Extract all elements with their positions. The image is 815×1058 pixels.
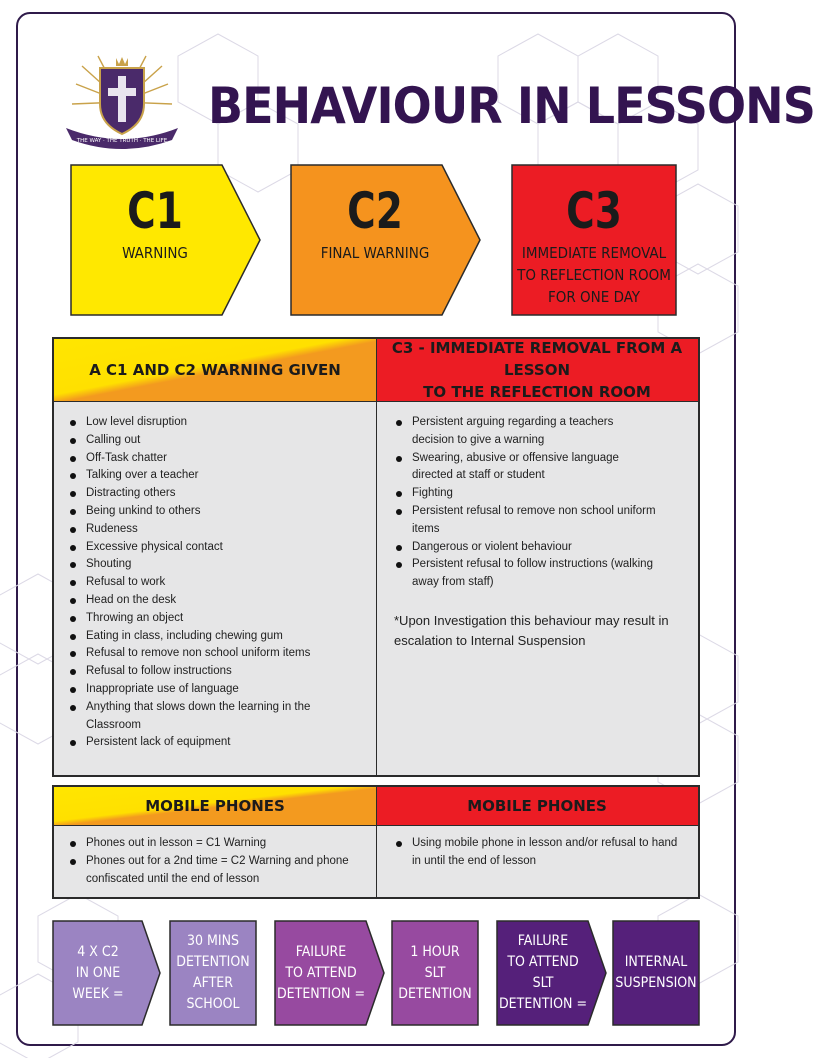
list-item: Persistent arguing regarding a teachers decision to give a warning (388, 414, 642, 450)
list-item: Head on the desk (62, 592, 362, 610)
list-item: Phones out in lesson = C1 Warning (62, 835, 362, 853)
page-title: BEHAVIOUR IN LESSONS (208, 77, 815, 135)
c2-label: FINAL WARNING (320, 244, 430, 262)
step-line: DETENTION (176, 954, 250, 970)
step-line: SUSPENSION (615, 975, 697, 991)
list-item: Shouting (62, 556, 362, 574)
phones-warning-list (62, 835, 362, 888)
school-crest-logo (62, 54, 182, 154)
list-item: Rudeness (62, 521, 362, 539)
phones-removal-header: MOBILE PHONES (376, 787, 698, 825)
c3-code: C3 (566, 182, 622, 240)
step-text (52, 920, 144, 1026)
step-line: SLT (424, 964, 446, 981)
escalation-step-internal-suspension (612, 920, 700, 1026)
step-line: TO ATTEND (507, 954, 579, 970)
list-item: Off-Task chatter (62, 450, 362, 468)
step-line: FAILURE (517, 933, 569, 949)
list-item: Distracting others (62, 485, 362, 503)
c3-label-line-1: IMMEDIATE REMOVAL (521, 244, 667, 262)
step-line: FAILURE (295, 943, 347, 960)
step-line: IN ONE (75, 964, 121, 981)
step-line: DETENTION = (498, 996, 587, 1012)
step-line: WEEK = (72, 985, 124, 1002)
c1-code: C1 (127, 182, 183, 240)
behaviour-table (52, 337, 700, 777)
column-divider (376, 339, 377, 775)
c3-label-line-3: FOR ONE DAY (548, 288, 640, 306)
phones-column-divider (376, 787, 377, 897)
step-line: TO ATTEND (285, 964, 357, 981)
list-item: Anything that slows down the learning in the Classroom (62, 699, 316, 735)
step-line: SCHOOL (186, 996, 240, 1012)
removal-behaviour-list (388, 414, 678, 592)
list-item: Being unkind to others (62, 503, 362, 521)
consequence-c1 (70, 164, 262, 316)
step-line: 1 HOUR (410, 943, 460, 960)
list-item: Swearing, abusive or offensive language directed at staff or student (388, 450, 642, 486)
step-text (274, 920, 368, 1026)
list-item: Calling out (62, 432, 362, 450)
c2-code: C2 (347, 182, 403, 240)
step-text (391, 920, 479, 1026)
step-text (496, 920, 590, 1026)
escalation-step-30-min-detention (169, 920, 257, 1026)
poster (16, 12, 815, 1046)
step-line: 30 MINS (186, 933, 240, 949)
list-item: Refusal to follow instructions (62, 663, 362, 681)
escalation-note: *Upon Investigation this behaviour may result in escalation to Internal Suspension (394, 613, 669, 648)
list-item: Fighting (388, 485, 678, 503)
step-line: DETENTION (398, 985, 472, 1002)
step-line: AFTER (192, 975, 233, 991)
removal-header-line-2: TO THE REFLECTION ROOM (423, 383, 651, 401)
removal-header (376, 339, 698, 401)
list-item: Throwing an object (62, 610, 362, 628)
phones-removal-list (388, 835, 688, 871)
phones-warning-header: MOBILE PHONES (54, 787, 376, 825)
step-line: INTERNAL (624, 954, 688, 970)
step-text (612, 920, 700, 1026)
list-item: Phones out for a 2nd time = C2 Warning and phone confiscated until the end of lesson (62, 853, 356, 889)
list-item: Talking over a teacher (62, 467, 362, 485)
step-line: SLT (532, 975, 554, 991)
warning-behaviour-list (62, 414, 362, 752)
c3-label-line-2: TO REFLECTION ROOM (517, 266, 671, 284)
warning-header: A C1 AND C2 WARNING GIVEN (54, 339, 376, 401)
list-item: Excessive physical contact (62, 539, 362, 557)
list-item: Persistent refusal to remove non school uniform items (388, 503, 678, 539)
step-line: 4 X C2 (77, 943, 119, 960)
escalation-step-failure-detention (274, 920, 386, 1026)
consequence-c3 (511, 164, 677, 316)
step-text (169, 920, 257, 1026)
escalation-step-four-c2 (52, 920, 162, 1026)
removal-header-line-1: C3 - IMMEDIATE REMOVAL FROM A LESSON (391, 339, 683, 379)
list-item: Refusal to remove non school uniform items (62, 645, 362, 663)
escalation-step-1-hour-slt (391, 920, 479, 1026)
list-item: Persistent refusal to follow instructions (walking away from staff) (388, 556, 678, 592)
list-item: Inappropriate use of language (62, 681, 362, 699)
list-item: Persistent lack of equipment (62, 734, 362, 752)
list-item: Low level disruption (62, 414, 362, 432)
mobile-phones-table (52, 785, 700, 899)
logo-motto: THE WAY · THE TRUTH · THE LIFE (76, 138, 168, 144)
list-item: Dangerous or violent behaviour (388, 539, 678, 557)
consequence-c2 (290, 164, 482, 316)
list-item: Refusal to work (62, 574, 362, 592)
escalation-step-failure-slt (496, 920, 608, 1026)
list-item: Eating in class, including chewing gum (62, 628, 362, 646)
list-item: Using mobile phone in lesson and/or refusal to hand in until the end of lesson (388, 835, 687, 871)
step-line: DETENTION = (276, 985, 365, 1002)
c1-label: WARNING (122, 244, 188, 262)
